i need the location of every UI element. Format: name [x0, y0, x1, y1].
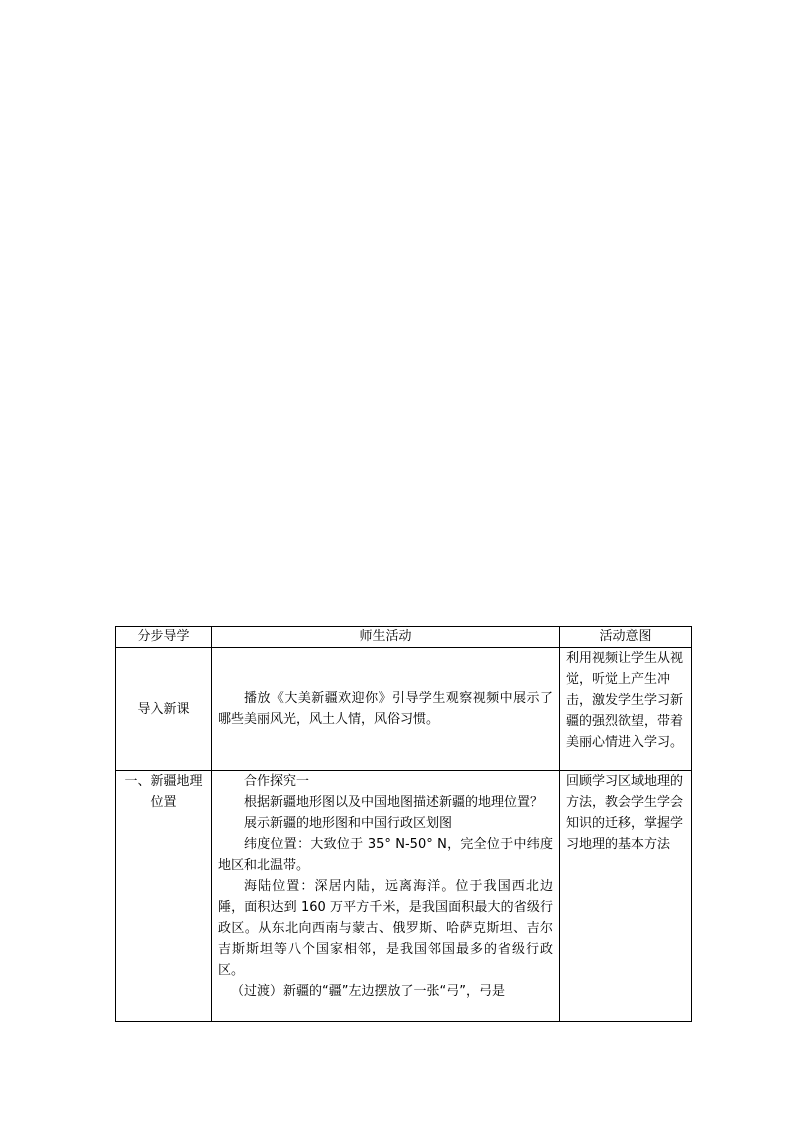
header-intent: 活动意图: [560, 627, 692, 648]
activity-paragraph: 播放《大美新疆欢迎你》引导学生观察视频中展示了哪些美丽风光，风土人情，风俗习惯。: [218, 691, 553, 727]
header-activity: 师生活动: [212, 627, 560, 648]
activity-paragraph: 海陆位置：深居内陆，远离海洋。位于我国西北边陲，面积达到 160 万平方千米，是我国面积最大的省级行政区。从东北向西南与蒙古、俄罗斯、哈萨克斯坦、吉尔吉斯斯坦等八个国家相邻，是我国邻国最多的省级行政区。: [218, 879, 553, 978]
intent-cell: 利用视频让学生从视觉，听觉上产生冲击，激发学生学习新疆的强烈欲望，带着美丽心情进入学习。: [560, 648, 692, 771]
activity-paragraph: 根据新疆地形图以及中国地图描述新疆的地理位置？: [244, 795, 544, 810]
activity-paragraph: 展示新疆的地形图和中国行政区划图: [244, 816, 453, 831]
table-header-row: [116, 627, 692, 648]
table-row: [116, 648, 692, 771]
activity-cell: [212, 648, 560, 771]
header-step: 分步导学: [116, 627, 212, 648]
activity-paragraph: 合作探究一: [244, 774, 310, 789]
step-cell: [116, 771, 212, 1022]
activity-paragraph: 纬度位置：大致位于 35° N-50° N，完全位于中纬度地区和北温带。: [218, 837, 553, 873]
activity-paragraph: （过渡）新疆的“疆”左边摆放了一张“弓”，弓是: [231, 984, 505, 999]
step-label: 一、新疆地理位置: [124, 774, 203, 810]
activity-content: [218, 771, 553, 1021]
activity-cell: [212, 771, 560, 1022]
table-row: [116, 771, 692, 1022]
lesson-plan-table: [115, 626, 692, 1022]
step-cell: 导入新课: [116, 648, 212, 771]
intent-cell: 回顾学习区域地理的方法，教会学生学会知识的迁移，掌握学习地理的基本方法: [560, 771, 692, 1022]
